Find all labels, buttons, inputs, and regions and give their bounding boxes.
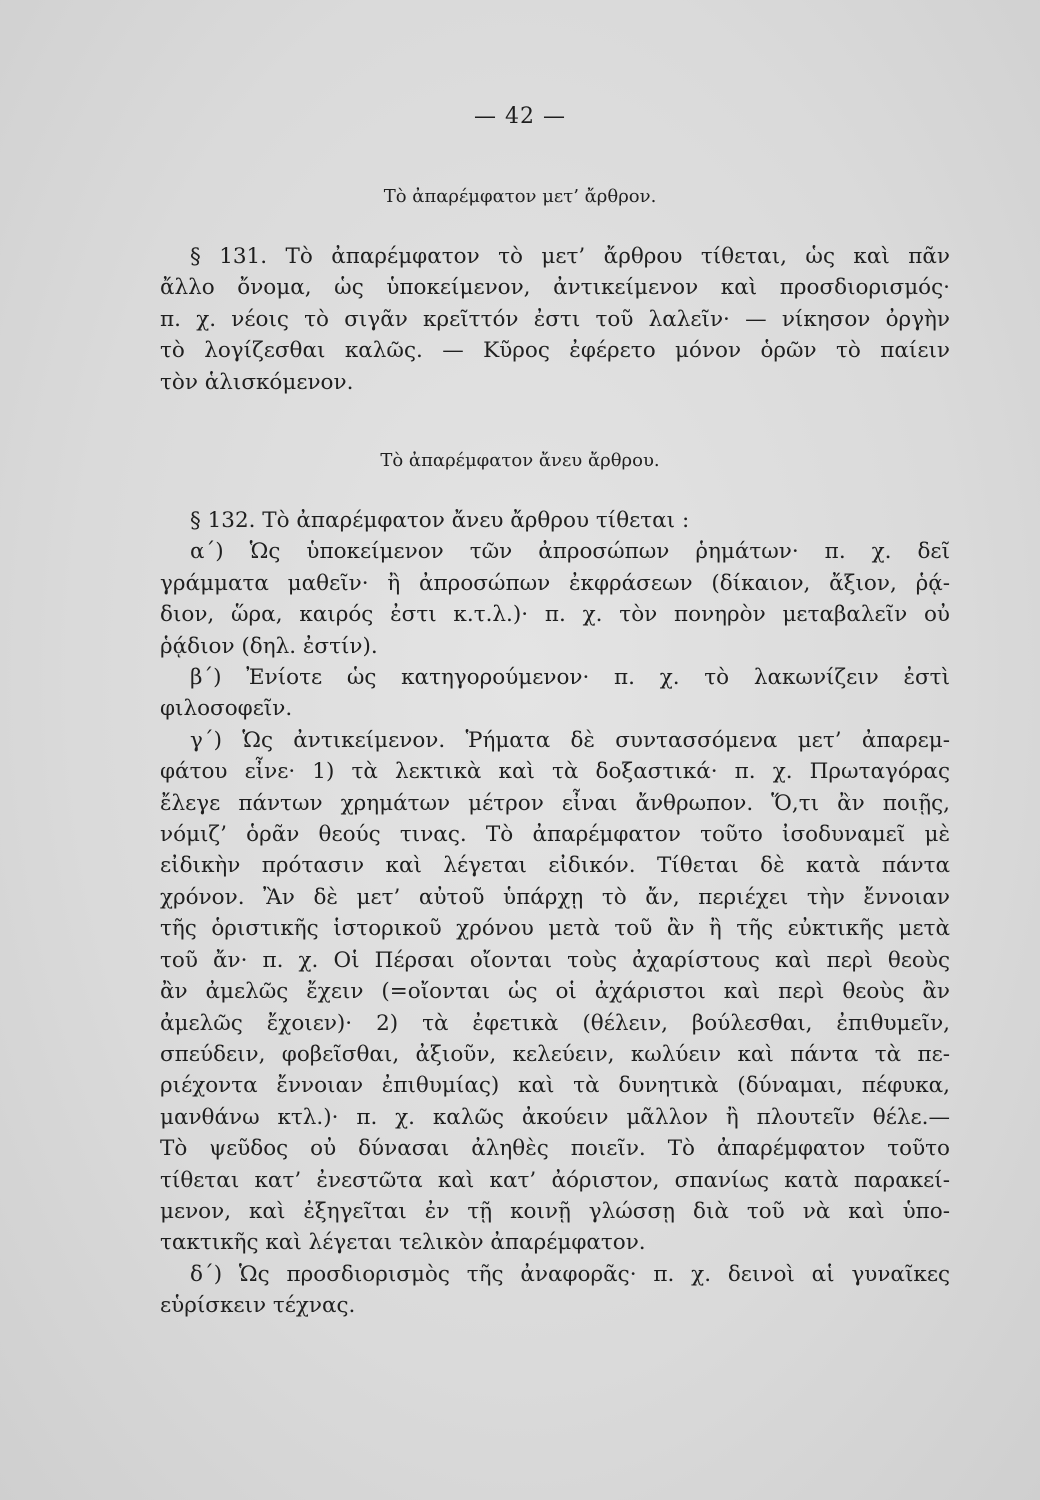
- text-line: δ΄) Ὡς προσδιορισμὸς τῆς ἀναφορᾶς· π. χ. δεινοὶ αἱ γυναῖκες: [190, 1261, 950, 1287]
- heading-infinitive-without-article: Τὸ ἀπαρέμφατον ἄνευ ἄρθρου.: [380, 450, 660, 471]
- text-line: νόμιζ’ ὁρᾶν θεούς τινας. Τὸ ἀπαρέμφατον τοῦτο ἰσοδυναμεῖ μὲ: [160, 822, 950, 848]
- text-line: τακτικῆς καὶ λέγεται τελικὸν ἀπαρέμφατον.: [160, 1230, 646, 1256]
- text-line: φιλοσοφεῖν.: [160, 696, 293, 722]
- text-line: ἀμελῶς ἔχοιεν)· 2) τὰ ἐφετικὰ (θέλειν, βούλεσθαι, ἐπιθυμεῖν,: [160, 1010, 950, 1036]
- text-line: μανθάνω κτλ.)· π. χ. καλῶς ἀκούειν μᾶλλον ἢ πλουτεῖν θέλε.—: [160, 1104, 950, 1130]
- text-line: χρόνον. Ἂν δὲ μετ’ αὐτοῦ ὑπάρχῃ τὸ ἄν, περιέχει τὴν ἔννοιαν: [160, 884, 950, 910]
- text-line: τὸ λογίζεσθαι καλῶς. — Κῦρος ἐφέρετο μόνον ὁρῶν τὸ παίειν: [160, 338, 950, 364]
- text-line: μενον, καὶ ἐξηγεῖται ἐν τῇ κοινῇ γλώσσῃ διὰ τοῦ νὰ καὶ ὑπο-: [160, 1198, 950, 1224]
- text-line: Τὸ ψεῦδος οὐ δύνασαι ἀληθὲς ποιεῖν. Τὸ ἀπαρέμφατον τοῦτο: [160, 1136, 950, 1162]
- text-line: τοῦ ἄν· π. χ. Οἱ Πέρσαι οἴονται τοὺς ἀχαρίστους καὶ περὶ θεοὺς: [160, 947, 950, 973]
- text-line: γράμματα μαθεῖν· ἢ ἀπροσώπων ἐκφράσεων (δίκαιον, ἄξιον, ῥᾴ-: [160, 570, 950, 596]
- text-line: εὑρίσκειν τέχνας.: [160, 1293, 356, 1319]
- text-line: διον, ὥρα, καιρός ἐστι κ.τ.λ.)· π. χ. τὸν πονηρὸν μεταβαλεῖν οὐ: [160, 602, 950, 628]
- text-line: γ΄) Ὡς ἀντικείμενον. Ῥήματα δὲ συντασσόμενα μετ’ ἀπαρεμ-: [190, 727, 950, 753]
- text-line: εἰδικὴν πρότασιν καὶ λέγεται εἰδικόν. Τίθεται δὲ κατὰ πάντα: [160, 853, 950, 879]
- paragraph-131: [160, 241, 950, 398]
- text-line: ῥᾴδιον (δηλ. ἐστίν).: [160, 633, 378, 659]
- paragraph-132: [160, 505, 950, 1322]
- text-line: α΄) Ὡς ὑποκείμενον τῶν ἀπροσώπων ῥημάτων· π. χ. δεῖ: [190, 539, 950, 565]
- text-line: φάτου εἶνε· 1) τὰ λεκτικὰ καὶ τὰ δοξαστικά· π. χ. Πρωταγόρας: [160, 759, 950, 785]
- text-line: π. χ. νέοις τὸ σιγᾶν κρεῖττόν ἐστι τοῦ λαλεῖν· — νίκησον ὀργὴν: [160, 306, 950, 332]
- text-line: ἂν ἀμελῶς ἔχειν (=οἴονται ὡς οἱ ἀχάριστοι καὶ περὶ θεοὺς ἂν: [160, 979, 950, 1005]
- text-line: ἄλλο ὄνομα, ὡς ὑποκείμενον, ἀντικείμενον καὶ προσδιορισμός·: [160, 275, 950, 301]
- text-line: ριέχοντα ἔννοιαν ἐπιθυμίας) καὶ τὰ δυνητικὰ (δύναμαι, πέφυκα,: [160, 1073, 950, 1099]
- page-number: — 42 —: [474, 104, 566, 129]
- text-line: § 131. Τὸ ἀπαρέμφατον τὸ μετ’ ἄρθρου τίθεται, ὡς καὶ πᾶν: [190, 244, 950, 269]
- text-line: τὸν ἁλισκόμενον.: [160, 369, 354, 395]
- text-line: § 132. Τὸ ἀπαρέμφατον ἄνευ ἄρθρου τίθεται :: [190, 508, 690, 533]
- text-line: τίθεται κατ’ ἐνεστῶτα καὶ κατ’ ἀόριστον, σπανίως κατὰ παρακεί-: [160, 1167, 950, 1193]
- text-line: σπεύδειν, φοβεῖσθαι, ἀξιοῦν, κελεύειν, κωλύειν καὶ πάντα τὰ πε-: [160, 1041, 950, 1067]
- text-line: τῆς ὁριστικῆς ἱστορικοῦ χρόνου μετὰ τοῦ ἂν ἢ τῆς εὐκτικῆς μετὰ: [160, 916, 950, 942]
- heading-infinitive-with-article: Τὸ ἀπαρέμφατον μετ’ ἄρθρον.: [383, 186, 657, 207]
- text-line: ἔλεγε πάντων χρημάτων μέτρον εἶναι ἄνθρωπον. Ὅ,τι ἂν ποιῇς,: [160, 790, 950, 816]
- text-line: β΄) Ἐνίοτε ὡς κατηγορούμενον· π. χ. τὸ λακωνίζειν ἐστὶ: [190, 665, 950, 691]
